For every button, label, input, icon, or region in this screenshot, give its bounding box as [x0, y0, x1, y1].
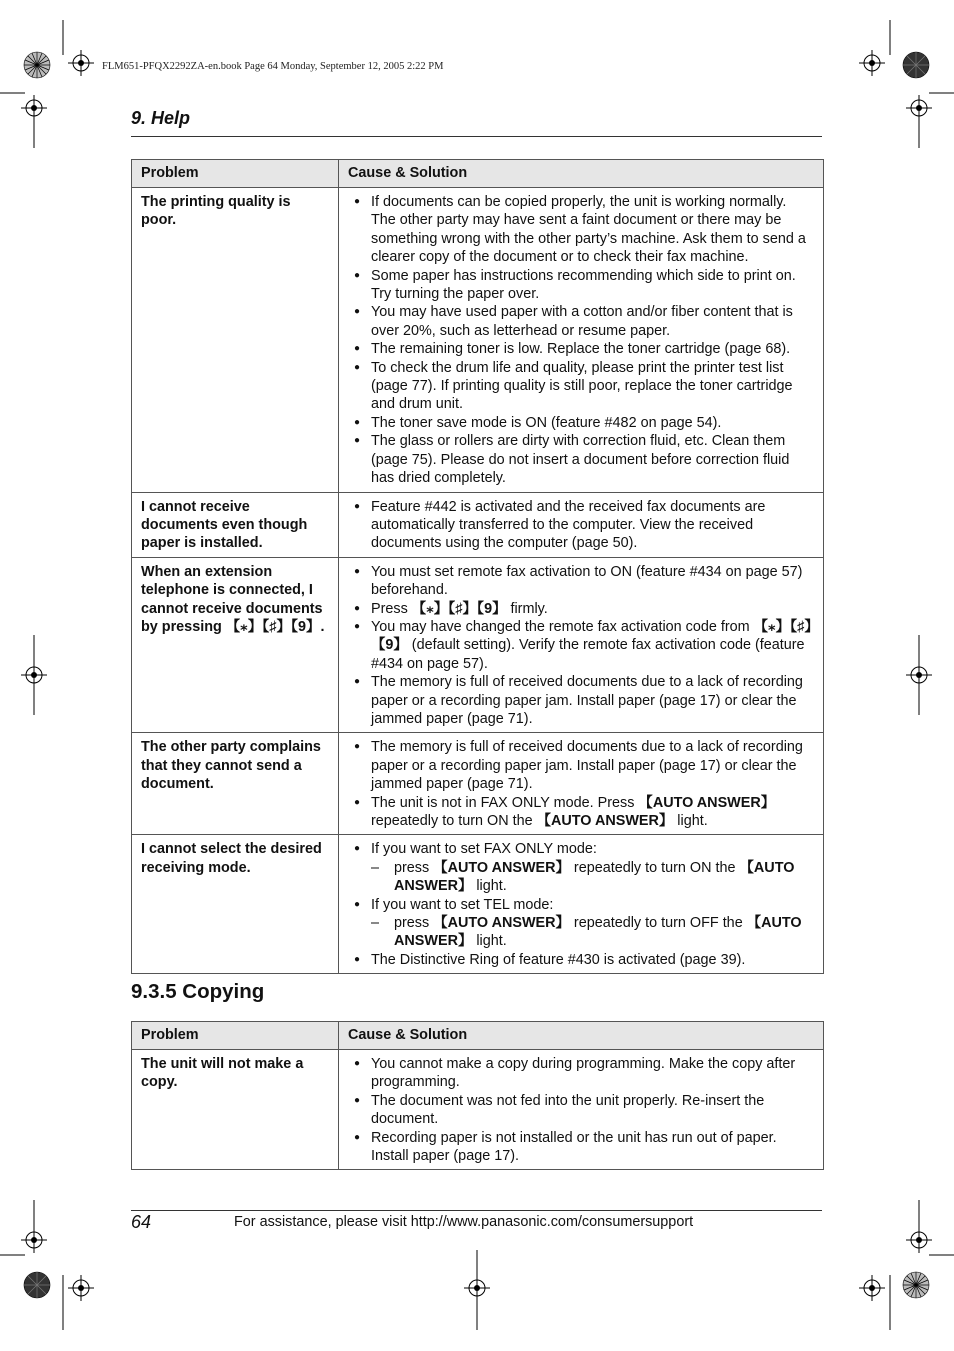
cause-item: ● You must set remote fax activation to ON (feature #434 on page 57) beforehand. [348, 563, 814, 600]
cause-item: ● The memory is full of received documents due to a lack of recording paper or a recording paper jam. Install paper (page 17) or clear the jammed paper (page 71). [348, 738, 814, 793]
table-header-row [132, 1022, 824, 1050]
cause-item: ● The toner save mode is ON (feature #482 on page 54). [348, 414, 814, 432]
cause-list [348, 193, 814, 488]
cause-list [348, 738, 814, 830]
auto-answer-key: 【AUTO ANSWER】 [394, 859, 795, 895]
tel-middle: repeatedly to turn OFF the [569, 915, 747, 932]
problem-cell: I cannot receive documents even though paper is installed. [132, 492, 339, 557]
dash: – [371, 859, 380, 876]
problem-cell: The other party complains that they cannot send a document. [132, 733, 339, 835]
problem-cell [132, 557, 339, 733]
tel-text: ● If you want to set TEL mode: [371, 896, 554, 913]
fax-end: light. [472, 878, 507, 895]
cause-item [348, 600, 814, 618]
problem-cell: The unit will not make a copy. [132, 1050, 339, 1170]
section-header [131, 108, 822, 137]
cause-item: ● Feature #442 is activated and the received fax documents are automatically transferred to the computer. View the received documents using the computer (page 50). [348, 498, 814, 553]
cause-item: ● The memory is full of received documents due to a lack of recording paper or a recording paper jam. Install paper (page 17) or clear the jammed paper (page 71). [348, 673, 814, 728]
mode-suffix: light. [673, 813, 708, 829]
cause-item [348, 840, 814, 895]
solution-cell [339, 835, 824, 974]
tel-end: light. [472, 933, 507, 950]
sub-step [371, 914, 814, 951]
cause-item: ● You cannot make a copy during programming. Make the copy after programming. [348, 1055, 814, 1092]
table-row [132, 492, 824, 557]
header-solution: Cause & Solution [339, 160, 824, 188]
fax-middle: repeatedly to turn ON the [569, 859, 740, 876]
solution-cell [339, 1050, 824, 1170]
header-problem: Problem [132, 160, 339, 188]
footer-divider [131, 1210, 822, 1211]
auto-answer-key: 【AUTO ANSWER】 [536, 813, 674, 829]
key-sequence: 【⁎】【♯】【9】 [371, 618, 812, 654]
section-title: 9. Help [131, 108, 191, 128]
cause-item: ● Some paper has instructions recommending which side to print on. Try turning the paper over. [348, 267, 814, 304]
code-text: You may have changed the remote fax activation code from [371, 618, 754, 635]
troubleshooting-table [131, 159, 824, 974]
cause-item: ● If documents can be copied properly, the unit is working normally. The other party may have sent a faint document or there may be something wrong with the other party’s machine. Ask them to send a clearer copy of the document or to check their fax machine. [348, 193, 814, 267]
cause-item: ● To check the drum life and quality, please print the printer test list (page 77). If printing quality is still poor, replace the toner cartridge and drum unit. [348, 359, 814, 414]
auto-answer-key: 【AUTO ANSWER】 [638, 794, 776, 811]
code-suffix: (default setting). Verify the remote fax activation code (feature #434 on page 57). [371, 637, 805, 672]
key-sequence: 【⁎】【♯】【9】 [225, 618, 321, 635]
solution-cell [339, 188, 824, 493]
cause-item: ● The glass or rollers are dirty with correction fluid, etc. Clean them (page 75). Please do not insert a document before correction fluid has dried completely. [348, 432, 814, 487]
cause-item: ● Recording paper is not installed or the unit has run out of paper. Install paper (page 17). [348, 1129, 814, 1166]
cause-item: ● The document was not fed into the unit properly. Re-insert the document. [348, 1092, 814, 1129]
table-row [132, 557, 824, 733]
problem-cell: I cannot select the desired receiving mode. [132, 835, 339, 974]
problem-end: . [320, 618, 325, 635]
table-row [132, 188, 824, 493]
cause-list [348, 498, 814, 553]
auto-answer-key: 【AUTO ANSWER】 [433, 915, 570, 932]
table-row [132, 1050, 824, 1170]
copying-table [131, 1021, 824, 1170]
fax-press: press [394, 859, 434, 876]
cause-item [348, 896, 814, 951]
table-header-row [132, 160, 824, 188]
auto-answer-key: 【AUTO ANSWER】 [394, 915, 802, 950]
cause-list [348, 840, 814, 969]
page-number: 64 [131, 1212, 152, 1232]
press-prefix: Press [371, 600, 412, 617]
cause-list [348, 563, 814, 729]
header-solution: Cause & Solution [339, 1022, 824, 1050]
cause-item: ● The Distinctive Ring of feature #430 is activated (page 39). [348, 951, 814, 969]
mode-prefix: The unit is not in FAX ONLY mode. Press [371, 794, 639, 811]
problem-cell: The printing quality is poor. [132, 188, 339, 493]
dash: – [371, 915, 380, 932]
table-row [132, 733, 824, 835]
header-problem: Problem [132, 1022, 339, 1050]
key-sequence: 【⁎】【♯】【9】 [411, 600, 507, 617]
cause-list [348, 1055, 814, 1165]
problem-text: When an extension telephone is connected, I cannot receive documents by pressing [141, 563, 323, 635]
solution-cell [339, 733, 824, 835]
solution-cell [339, 557, 824, 733]
cause-item [348, 794, 814, 831]
sub-step [371, 859, 814, 896]
press-suffix: firmly. [506, 600, 548, 617]
cause-item: ● The remaining toner is low. Replace the toner cartridge (page 68). [348, 340, 814, 358]
mode-middle: repeatedly to turn ON the [371, 813, 537, 829]
auto-answer-key: 【AUTO ANSWER】 [433, 859, 570, 876]
cause-item [348, 618, 814, 673]
solution-cell [339, 492, 824, 557]
copying-heading: 9.3.5 Copying [131, 980, 265, 1003]
cause-item: ● You may have used paper with a cotton and/or fiber content that is over 20%, such as letterhead or resume paper. [348, 303, 814, 340]
fax-only-text: ● If you want to set FAX ONLY mode: [371, 841, 597, 858]
footer-text: For assistance, please visit http://www.panasonic.com/consumersupport [234, 1214, 694, 1230]
tel-press: press [394, 915, 434, 932]
print-info: FLM651-PFQX2292ZA-en.book Page 64 Monday, September 12, 2005 2:22 PM [102, 61, 444, 72]
table-row [132, 835, 824, 974]
